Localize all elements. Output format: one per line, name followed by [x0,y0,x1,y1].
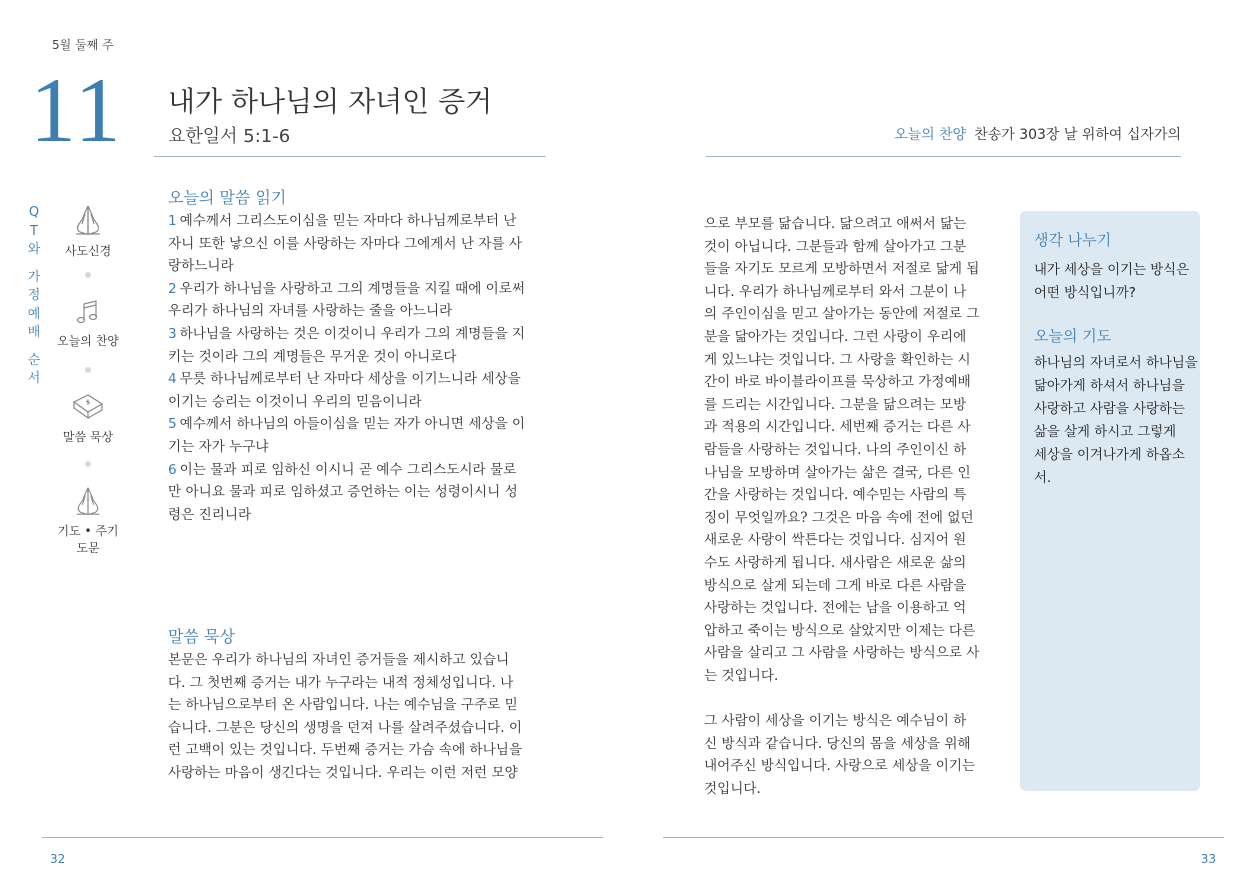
verse-line: 예수께서 하나님의 아들이심을 믿는 자가 아니면 세상을 이 [179,416,526,433]
side-char: 와 [27,242,41,257]
share-heading: 생각 나누기 [1034,231,1112,249]
praying-hands-icon [71,486,105,516]
verse-line: 만 아니요 물과 피로 임하셨고 증언하는 이는 성령이시니 성 [168,484,518,501]
text-line: 내가 세상을 이기는 방식은 [1034,263,1190,278]
step-label: 사도신경 [64,244,112,258]
step-label: 말씀 묵상 [62,430,114,444]
prayer-text [1034,352,1200,490]
text-line: 다. 그 첫번째 증거는 내가 누구라는 내적 정체성입니다. 나 [168,674,514,691]
day-number: 11 [30,59,123,161]
verse-line: 우리가 하나님을 사랑하고 그의 계명들을 지킬 때에 이로써 [179,280,526,297]
music-note-icon [71,298,105,326]
text-line: 나님을 모방하며 살아가는 삶은 결국, 다른 인 [704,464,971,481]
step-separator-dot [85,272,91,278]
verse-number: 2 [168,280,177,297]
side-char: 순 [27,352,41,368]
verse [168,323,548,368]
verse-line: 하나님을 사랑하는 것은 이것이니 우리가 그의 계명들을 지 [179,325,526,342]
text-line: 는 것입니다. [704,667,779,684]
text-line: 압하고 죽이는 방식으로 살았지만 이제는 다른 [704,622,976,639]
text-line: 본문은 우리가 하나님의 자녀인 증거들을 제시하고 있습니 [168,652,510,668]
praying-hands-icon [71,204,105,236]
verse [168,278,548,323]
hymn-divider [706,156,1181,157]
text-line: 습니다. 그분은 당신의 생명을 던져 나를 살려주셨습니다. 이 [168,719,523,736]
text-line: 사랑하는 것입니다. 전에는 남을 이용하고 억 [704,600,967,617]
meditation-heading: 말씀 묵상 [168,627,235,646]
text-line: 게 있느냐는 것입니다. 그 사랑을 확인하는 시 [704,351,971,368]
text-line: 사랑하는 마음이 생긴다는 것입니다. 우리는 이런 저런 모양 [168,764,518,781]
text-line: 내어주신 방식입니다. 사랑으로 세상을 이기는 [704,758,976,775]
verse-line: 랑하느니라 [168,258,234,275]
text-line: 런 고백이 있는 것입니다. 두번째 증거는 가슴 속에 하나님을 [168,742,523,759]
text-line: 의 주인이심을 믿고 살아가는 동안에 저절로 그 [704,306,980,323]
verse [168,413,548,458]
verse-list [168,210,548,526]
hymn-of-the-day [894,124,1181,144]
verse-line: 기는 자가 누구냐 [168,438,269,455]
title-divider [154,156,546,157]
hymn-text: 찬송가 303장 날 위하여 십자가의 [974,127,1181,143]
verse-number: 3 [168,325,177,342]
verse-number: 5 [168,416,177,433]
page-title: 내가 하나님의 자녀인 증거 [168,85,493,118]
footer-divider-right [663,837,1224,838]
verse-line: 키는 것이라 그의 계명들은 무거운 것이 아니로다 [168,348,457,365]
verse-line: 령은 진리니라 [168,506,252,523]
step-prayer [53,486,123,556]
text-line: 그 사람이 세상을 이기는 방식은 예수님이 하 [704,713,967,730]
text-line: 어떤 방식입니까? [1034,286,1136,301]
text-line: 들을 자기도 모르게 모방하면서 저절로 닮게 됩 [704,261,980,278]
page-number-right: 33 [1200,852,1216,866]
verse-number: 4 [168,371,177,388]
side-char: 예 [27,306,41,322]
scripture-reference: 요한일서 5:1-6 [168,126,291,147]
reflection-sidebar [1020,211,1200,791]
meditation-paragraph [168,649,548,785]
verse [168,368,548,413]
verse-number: 1 [168,213,177,229]
prayer-heading: 오늘의 기도 [1034,327,1112,345]
text-line: 분을 닮아가는 것입니다. 그런 사랑이 우리에 [704,328,967,345]
meditation-right [704,213,997,800]
step-apostles-creed [53,204,123,259]
meditation-left [168,649,548,785]
text-line: 사랑하고 사람을 사랑하는 [1034,402,1185,417]
verse-line: 예수께서 그리스도이심을 믿는 자마다 하나님께로부터 난 [179,213,517,229]
text-line: 간을 사랑하는 것입니다. 예수믿는 사람의 특 [704,487,967,504]
text-line: 세상을 이겨나가게 하옵소서. [1034,448,1185,486]
text-line: 사람을 살리고 그 사람을 사랑하는 방식으로 사 [704,645,980,662]
side-char: 정 [27,288,41,303]
footer-divider-left [42,837,603,838]
verse-line: 우리가 하나님의 자녀를 사랑하는 줄을 아느니라 [168,303,453,320]
text-line: 수도 사랑하게 됩니다. 새사람은 새로운 삶의 [704,554,967,571]
step-hymn [53,298,123,349]
side-char: T [30,223,38,239]
step-label: 기도 • 주기도문 [57,524,119,555]
meditation-paragraph [704,213,997,687]
text-line: 간이 바로 바이블라이프를 묵상하고 가정예배 [704,374,971,391]
verse [168,210,548,278]
verse-line: 이는 물과 피로 임하신 이시니 곧 예수 그리스도시라 물로 [179,461,517,478]
step-label: 오늘의 찬양 [57,334,119,348]
text-line: 람들을 사랑하는 것입니다. 나의 주인이신 하 [704,441,967,458]
text-line: 징이 무엇일까요? 그것은 마음 속에 전에 없던 [704,509,974,526]
text-line: 를 드리는 시간입니다. 그분을 닮으려는 모방 [704,396,967,413]
text-line: 과 적용의 시간입니다. 세번째 증거는 다른 사 [704,419,971,436]
text-line: 니다. 우리가 하나님께로부터 와서 그분이 나 [704,283,967,300]
verse-line: 이기는 승리는 이것이니 우리의 믿음이니라 [168,393,422,410]
share-question [1034,259,1200,305]
verse [168,459,548,527]
side-char: 서 [27,371,41,386]
verse-line: 자니 또한 낳으신 이를 사랑하는 자마다 그에게서 난 자를 사 [168,235,523,252]
hymn-label: 오늘의 찬양 [894,127,967,143]
side-char: 가 [27,269,41,285]
text-line: 신 방식과 같습니다. 당신의 몸을 세상을 위해 [704,735,971,752]
week-label: 5월 둘째 주 [52,38,114,52]
side-char: Q [28,205,40,220]
text-line: 으로 부모를 닮습니다. 닮으려고 애써서 닮는 [704,216,967,232]
text-line: 방식으로 살게 되는데 그게 바로 다른 사람을 [704,577,967,594]
reading-heading: 오늘의 말씀 읽기 [168,188,287,207]
meditation-paragraph [704,710,997,800]
text-line: 새로운 사랑이 싹튼다는 것입니다. 심지어 원 [704,532,967,549]
page-number-left: 32 [50,852,66,866]
verse-number: 6 [168,461,177,478]
step-meditation [53,392,123,445]
bible-icon [70,392,106,422]
text-line: 것이 아닙니다. 그분들과 함께 살아가고 그분 [704,238,967,255]
verse-line: 무릇 하나님께로부터 난 자마다 세상을 이기느니라 세상을 [179,371,521,388]
step-separator-dot [85,461,91,467]
text-line: 것입니다. [704,780,761,797]
side-vertical-label [27,204,41,389]
side-char: 배 [27,325,41,340]
text-line: 닮아가게 하셔서 하나님을 [1034,379,1185,394]
text-line: 는 하나님으로부터 온 사람입니다. 나는 예수님을 구주로 믿 [168,697,518,714]
step-separator-dot [85,367,91,373]
text-line: 하나님의 자녀로서 하나님을 [1034,356,1198,371]
text-line: 삶을 살게 하시고 그렇게 [1034,425,1177,440]
